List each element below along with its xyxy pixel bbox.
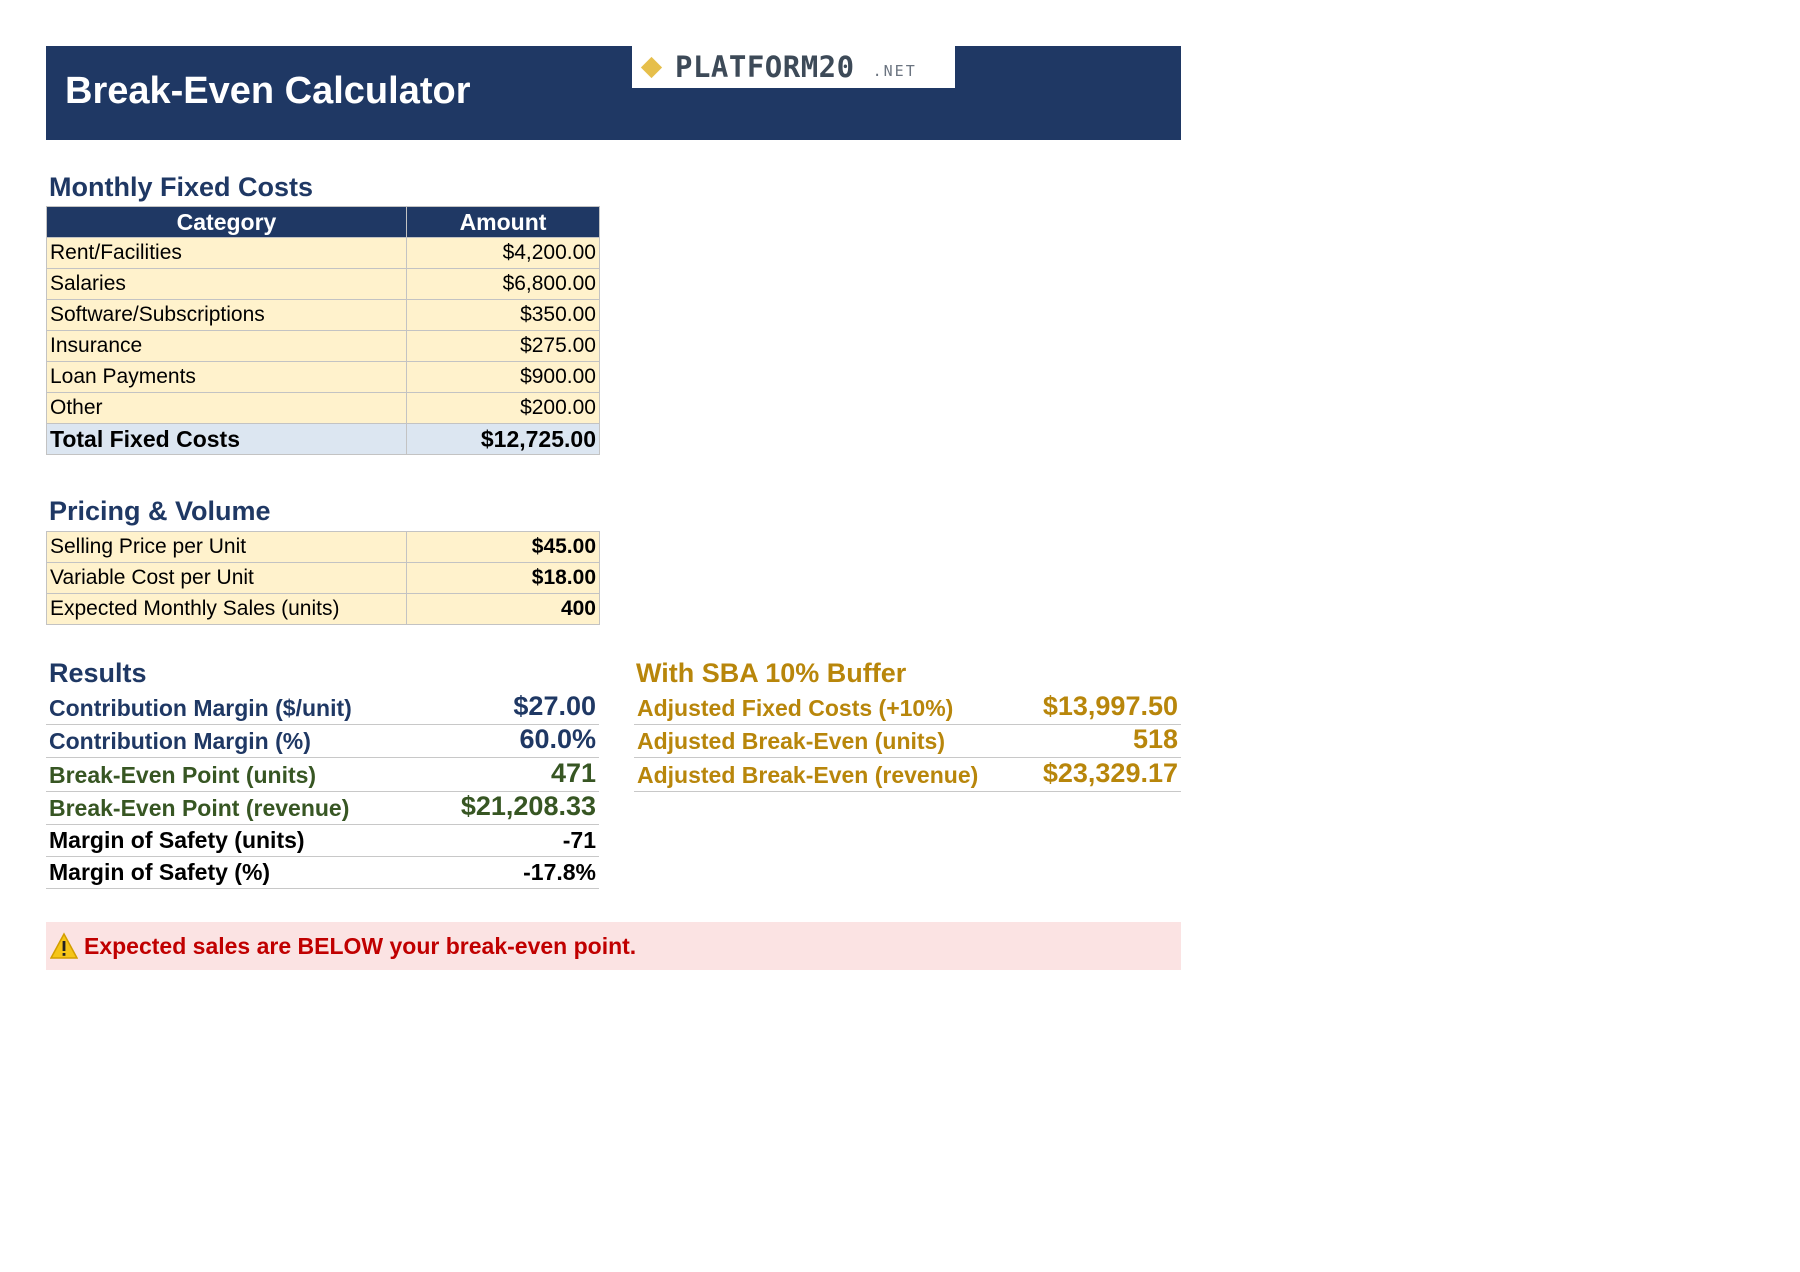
result-label: Break-Even Point (revenue): [49, 795, 350, 821]
table-row: [47, 563, 600, 594]
result-row: [46, 792, 599, 825]
result-label: Contribution Margin ($/unit): [49, 695, 352, 721]
expected-sales-label: Expected Monthly Sales (units): [47, 594, 407, 625]
result-label: Contribution Margin (%): [49, 728, 311, 754]
result-value: 60.0%: [519, 724, 596, 754]
amount-cell[interactable]: $275.00: [407, 331, 600, 362]
result-row: [46, 758, 599, 792]
logo-name: PLATFORM20: [675, 50, 855, 84]
total-fixed-costs-label: Total Fixed Costs: [47, 424, 407, 455]
fixed-costs-title: Monthly Fixed Costs: [49, 172, 314, 202]
sba-value: 518: [1132, 724, 1178, 754]
warning-text: Expected sales are BELOW your break-even point.: [84, 932, 637, 959]
sba-label: Adjusted Break-Even (units): [637, 728, 945, 754]
sba-row: [634, 692, 1181, 725]
amount-cell[interactable]: $6,800.00: [407, 269, 600, 300]
sba-value: $13,997.50: [1042, 691, 1178, 721]
sba-buffer-title: With SBA 10% Buffer: [636, 658, 907, 688]
table-row: [47, 331, 600, 362]
column-header-category: Category: [47, 207, 407, 238]
result-value: -17.8%: [523, 859, 596, 885]
pricing-table: [46, 531, 600, 625]
sba-value: $23,329.17: [1042, 758, 1178, 788]
results-title: Results: [49, 658, 147, 688]
amount-cell[interactable]: $4,200.00: [407, 238, 600, 269]
warning-icon: [50, 932, 78, 960]
total-fixed-costs-value: $12,725.00: [407, 424, 600, 455]
table-row: [47, 594, 600, 625]
table-row: [47, 269, 600, 300]
sba-buffer-list: [634, 692, 1181, 792]
category-cell[interactable]: Insurance: [47, 331, 407, 362]
table-row: [47, 393, 600, 424]
result-label: Break-Even Point (units): [49, 762, 317, 788]
result-label: Margin of Safety (units): [49, 827, 305, 853]
pricing-title: Pricing & Volume: [49, 496, 271, 526]
amount-cell[interactable]: $350.00: [407, 300, 600, 331]
selling-price-input[interactable]: $45.00: [407, 532, 600, 563]
platform20-logo: [632, 46, 955, 88]
result-row: [46, 725, 599, 758]
result-value: -71: [562, 827, 596, 853]
fixed-costs-table: [46, 206, 600, 455]
amount-cell[interactable]: $200.00: [407, 393, 600, 424]
sba-row: [634, 758, 1181, 792]
category-cell[interactable]: Loan Payments: [47, 362, 407, 393]
table-row: [47, 362, 600, 393]
expected-sales-input[interactable]: 400: [407, 594, 600, 625]
total-row: [47, 424, 600, 455]
selling-price-label: Selling Price per Unit: [47, 532, 407, 563]
result-label: Margin of Safety (%): [49, 859, 271, 885]
result-value: 471: [550, 758, 596, 788]
category-cell[interactable]: Salaries: [47, 269, 407, 300]
sba-label: Adjusted Break-Even (revenue): [637, 762, 979, 788]
result-value: $27.00: [513, 691, 596, 721]
category-cell[interactable]: Software/Subscriptions: [47, 300, 407, 331]
table-header-row: [47, 207, 600, 238]
table-row: [47, 300, 600, 331]
result-row: [46, 825, 599, 857]
diamond-icon: [641, 56, 662, 77]
page-title: Break-Even Calculator: [65, 70, 471, 112]
results-list: [46, 692, 599, 889]
result-row: [46, 692, 599, 725]
sba-label: Adjusted Fixed Costs (+10%): [637, 695, 954, 721]
column-header-amount: Amount: [407, 207, 600, 238]
logo-suffix: .NET: [872, 62, 917, 80]
below-break-even-warning: [46, 922, 1181, 970]
result-row: [46, 857, 599, 889]
category-cell[interactable]: Other: [47, 393, 407, 424]
variable-cost-input[interactable]: $18.00: [407, 563, 600, 594]
table-row: [47, 532, 600, 563]
category-cell[interactable]: Rent/Facilities: [47, 238, 407, 269]
result-value: $21,208.33: [460, 791, 596, 821]
variable-cost-label: Variable Cost per Unit: [47, 563, 407, 594]
sba-row: [634, 725, 1181, 758]
amount-cell[interactable]: $900.00: [407, 362, 600, 393]
table-row: [47, 238, 600, 269]
